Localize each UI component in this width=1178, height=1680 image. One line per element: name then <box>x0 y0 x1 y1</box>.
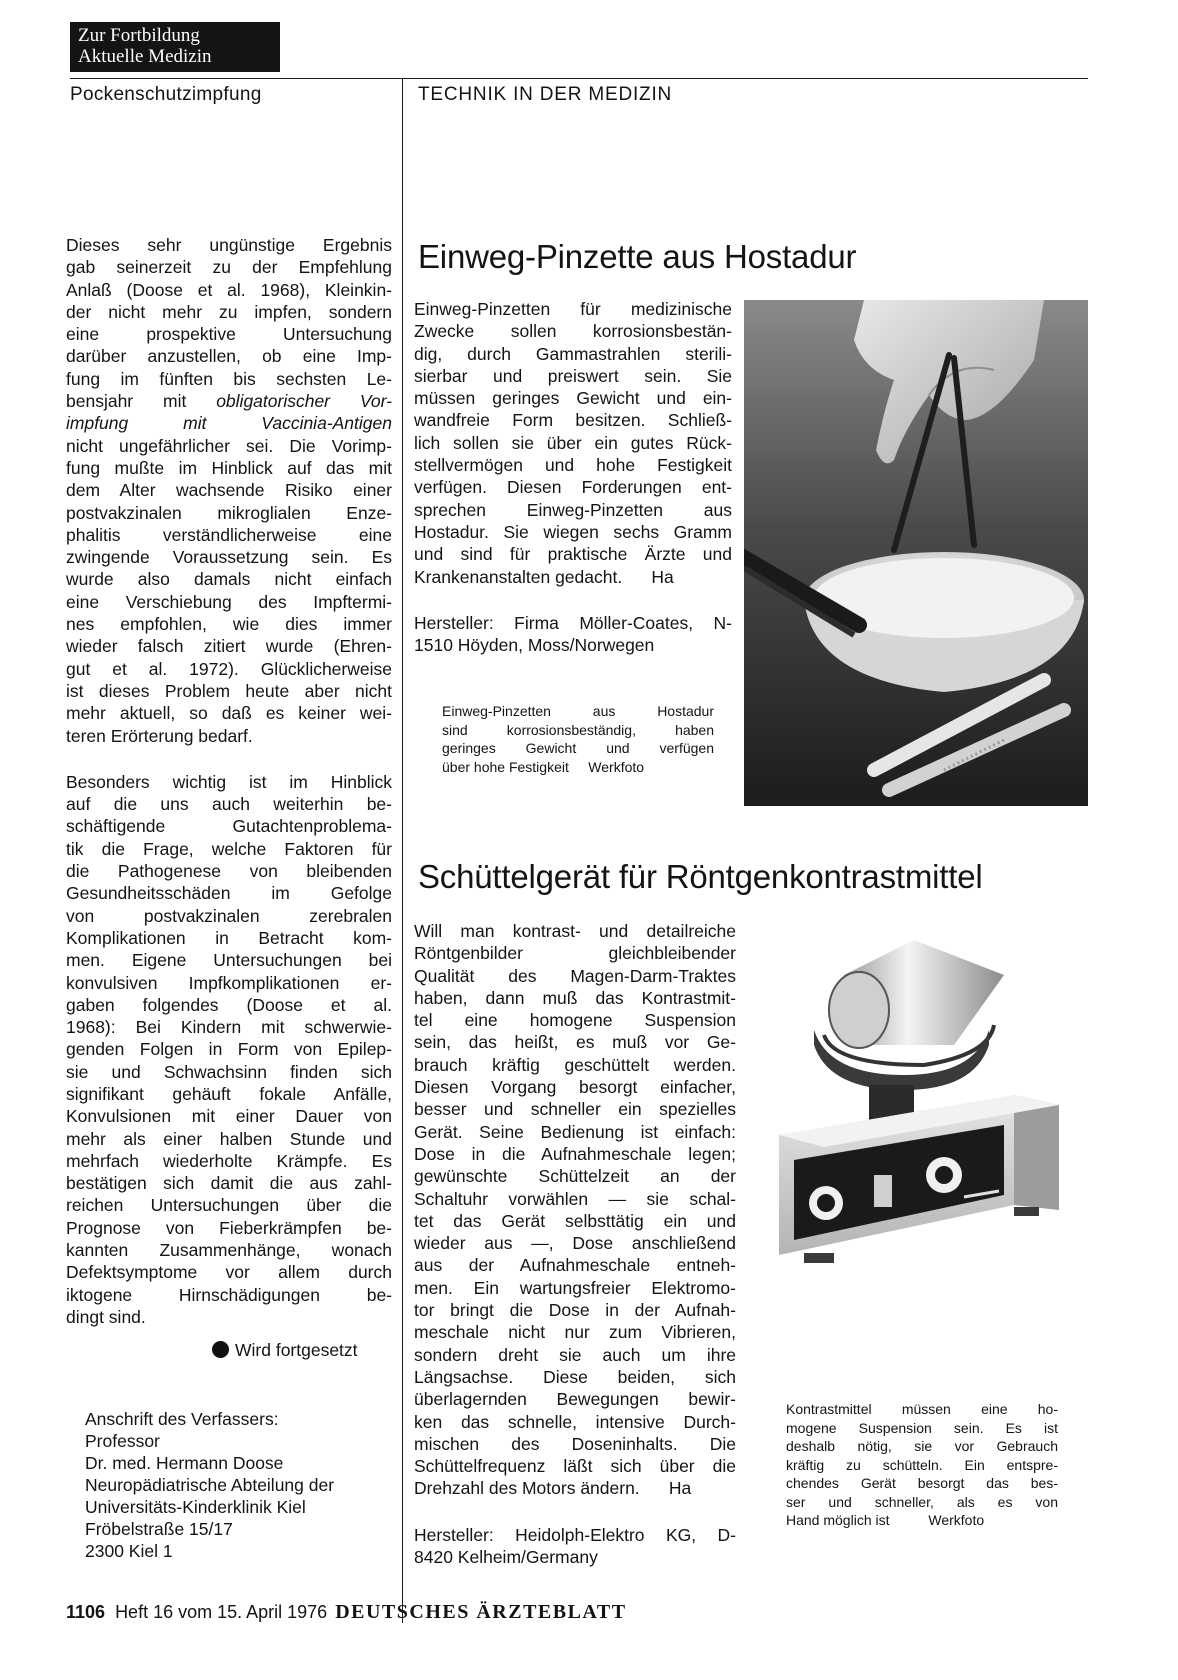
address-line: Dr. med. Hermann Doose <box>85 1453 284 1473</box>
text-line: Kontrastmittel müssen eine ho- <box>786 1401 1058 1417</box>
text-line: der nicht mehr zu impfen, sondern <box>66 301 392 322</box>
text-line: teren Erörterung bedarf. <box>66 725 253 746</box>
text-line: Dieses sehr ungünstige Ergebnis <box>66 235 392 255</box>
text-line: sondern dreht sie auch um ihre <box>414 1344 736 1365</box>
text-line: wurde also damals nicht einfach <box>66 569 392 590</box>
text-line: mischen des Doseninhalts. Die <box>414 1433 736 1454</box>
text-line: mehr aktuell, so daß es keiner wei- <box>66 703 392 724</box>
text-line: gut et al. 1972). Glücklicherweise <box>66 658 392 679</box>
article-2-manufacturer <box>414 1524 736 1569</box>
text-line: nicht ungefährlicher sei. Die Vorimp- <box>66 435 392 456</box>
text-line: genden Folgen in Form von Epilep- <box>66 1039 392 1060</box>
text-line: iktogene Hirnschädigungen be- <box>66 1284 392 1305</box>
tweezers-photo <box>744 300 1088 806</box>
text-line: mehr als einer halben Stunde und <box>66 1128 392 1149</box>
text-line: konvulsiven Impfkomplikationen er- <box>66 972 392 993</box>
badge-line-2: Aktuelle Medizin <box>78 46 212 67</box>
text-line: ser und schneller, als es von <box>786 1493 1058 1510</box>
article-1-caption <box>442 702 714 776</box>
address-line: Fröbelstraße 15/17 <box>85 1519 233 1539</box>
text-line: sierbar und preiswert sein. Sie <box>414 365 732 386</box>
text-line: eine Verschiebung des Impftermi- <box>66 591 392 612</box>
text-line: Defektsymptome vor allem durch <box>66 1262 392 1283</box>
text-line: sprechen Einweg-Pinzetten aus <box>414 499 732 520</box>
emphasis: obligatorischer Vor- <box>216 391 392 412</box>
text-line: phalitis verständlicherweise eine <box>66 524 392 545</box>
text-line: von postvakzinalen zerebralen <box>66 905 392 926</box>
text-line: und sind für praktische Ärzte und <box>414 544 732 565</box>
shaker-device-photo <box>774 935 1068 1295</box>
text-line: Zwecke sollen korrosionsbestän- <box>414 321 732 342</box>
text-line: deshalb nötig, sie vor Gebrauch <box>786 1438 1058 1454</box>
text-line: brauch kräftig geschüttelt werden. <box>414 1054 736 1075</box>
text-line: darüber anzustellen, ob eine Imp- <box>66 346 392 367</box>
text-line: Besonders wichtig ist im Hinblick <box>66 771 392 792</box>
journal-title: DEUTSCHES ÄRZTEBLATT <box>335 1601 627 1623</box>
text-line: fung mußte im Hinblick auf das mit <box>66 457 392 478</box>
text-line: Schüttelfrequenz läßt sich über die <box>414 1456 736 1477</box>
text-line: gaben folgendes (Doose et al. <box>66 994 392 1015</box>
text-line: signifikant gehäuft fokale Anfälle, <box>66 1083 392 1104</box>
text-line: lich sollen sie über ein gutes Rück- <box>414 432 732 453</box>
address-line: Professor <box>85 1431 160 1451</box>
text-line: müssen geringes Gewicht und ein- <box>414 388 732 409</box>
text-line: auf die uns auch weiterhin be- <box>66 794 392 815</box>
address-line: Universitäts-Kinderklinik Kiel <box>85 1497 306 1517</box>
text-line: sie und Schwachsinn finden sich <box>66 1061 392 1082</box>
text-line: men. Ein wartungsfreier Elektromo- <box>414 1277 736 1298</box>
author-address <box>85 1408 385 1562</box>
paragraph-1 <box>66 234 392 747</box>
text-line: Konvulsionen mit einer Dauer von <box>66 1106 392 1127</box>
text-line: sein, das heißt, es muß vor Ge- <box>414 1032 736 1053</box>
text-line: dingt sind. <box>66 1306 146 1327</box>
text-line: meschale nicht nur zum Vibrieren, <box>414 1322 736 1343</box>
text-line: über hohe Festigkeit Werkfoto <box>442 758 645 775</box>
continued-note <box>212 1340 358 1361</box>
text-line: Einweg-Pinzetten für medizinische <box>414 299 732 319</box>
text-line: kräftig zu schütteln. Ein entspre- <box>786 1456 1058 1473</box>
header-rule <box>70 78 1088 79</box>
text-line: überlagernden Bewegungen bewir- <box>414 1389 736 1410</box>
text-line: geringes Gewicht und verfügen <box>442 740 714 756</box>
text-line: Qualität des Magen-Darm-Traktes <box>414 965 736 986</box>
text-line: Hersteller: Firma Möller-Coates, N- <box>414 613 732 633</box>
text-line: chendes Gerät besorgt das bes- <box>786 1475 1058 1491</box>
text-line: aus der Aufnahmeschale entneh- <box>414 1255 736 1276</box>
text-line: gewünschte Schüttelzeit an der <box>414 1166 736 1187</box>
text-line: tik die Frage, welche Faktoren für <box>66 838 392 859</box>
text-line: tor bringt die Dose in der Aufnah- <box>414 1300 736 1321</box>
text-line: Diesen Vorgang besorgt einfacher, <box>414 1077 736 1098</box>
text-line: Längsachse. Diese beiden, sich <box>414 1366 736 1387</box>
text-line: Hersteller: Heidolph-Elektro KG, D- <box>414 1525 736 1545</box>
text-line: wieder falsch zitiert wurde (Ehren- <box>66 636 392 657</box>
text-line <box>66 412 392 434</box>
text-line: Komplikationen in Betracht kom- <box>66 927 392 948</box>
text-line: die Pathogenese von bleibenden <box>66 861 392 882</box>
address-line: 2300 Kiel 1 <box>85 1541 173 1561</box>
text-line: men. Eigene Untersuchungen bei <box>66 950 392 971</box>
address-line: Anschrift des Verfassers: <box>85 1409 279 1429</box>
text-line: Schaltuhr vorwählen — sie schal- <box>414 1188 736 1209</box>
text-line: dig, durch Gammastrahlen sterili- <box>414 343 732 364</box>
text-line: dem Alter wachsende Risiko einer <box>66 480 392 501</box>
column-divider <box>402 78 403 1623</box>
text-line: Anlaß (Doose et al. 1968), Kleinkin- <box>66 279 392 300</box>
article-2-body <box>414 920 736 1500</box>
text-line: stellvermögen und hohe Festigkeit <box>414 455 732 476</box>
text-line: Prognose von Fieberkrämpfen be- <box>66 1217 392 1238</box>
text-line: tet das Gerät selbsttätig ein und <box>414 1210 736 1231</box>
text-line: wieder aus —, Dose anschließend <box>414 1233 736 1254</box>
text-line: bensjahr mit obligatorischer Vor- <box>66 391 392 412</box>
address-line: Neuropädiatrische Abteilung der <box>85 1475 335 1495</box>
section-badge <box>70 22 280 72</box>
text-line: bestätigen sich damit die aus zahl- <box>66 1173 392 1194</box>
bullet-icon <box>212 1341 229 1358</box>
text-line: mehrfach wiederholte Krämpfe. Es <box>66 1150 392 1171</box>
badge-line-1: Zur Fortbildung <box>78 25 200 46</box>
right-section-title: TECHNIK IN DER MEDIZIN <box>418 84 673 105</box>
text-line: verfügen. Diesen Forderungen ent- <box>414 477 732 498</box>
emphasis: impfung mit Vaccinia-Antigen <box>66 413 392 434</box>
text-line: Will man kontrast- und detailreiche <box>414 921 736 941</box>
text-line: Gerät. Seine Bedienung ist einfach: <box>414 1121 736 1142</box>
text-line: eine prospektive Untersuchung <box>66 324 392 345</box>
text-line: Gesundheitsschäden im Gefolge <box>66 883 392 904</box>
text-line: Krankenanstalten gedacht. Ha <box>414 566 674 587</box>
text-line: Röntgenbilder gleichbleibender <box>414 943 736 964</box>
left-section-title: Pockenschutzimpfung <box>70 84 262 105</box>
text-line: 1968): Bei Kindern mit schwerwie- <box>66 1017 392 1038</box>
text-line: gab seinerzeit zu der Empfehlung <box>66 257 392 278</box>
text-line: nes empfohlen, wie dies immer <box>66 614 392 635</box>
text-line: besser und schneller ein spezielles <box>414 1099 736 1120</box>
article-1-body <box>414 298 732 588</box>
article-2-caption <box>786 1400 1058 1530</box>
text-line: Drehzahl des Motors ändern. Ha <box>414 1478 692 1499</box>
text-line: Hand möglich ist Werkfoto <box>786 1512 985 1528</box>
text-line: reichen Untersuchungen über die <box>66 1195 392 1216</box>
text-line: mogene Suspension sein. Es ist <box>786 1419 1058 1436</box>
text-line: sind korrosionsbeständig, haben <box>442 721 714 738</box>
text-line: schäftigende Gutachtenproblema- <box>66 816 392 837</box>
page-footer <box>66 1601 627 1624</box>
text-line: wandfreie Form besitzen. Schließ- <box>414 410 732 431</box>
paragraph-2 <box>66 771 392 1328</box>
text-line: ist dieses Problem heute aber nicht <box>66 680 392 701</box>
issue-info: Heft 16 vom 15. April 1976 <box>115 1602 328 1622</box>
text-line: postvakzinalen mikroglialen Enze- <box>66 502 392 523</box>
page-number: 1106 <box>66 1602 106 1622</box>
article-2-title: Schüttelgerät für Röntgenkontrastmittel <box>418 858 983 895</box>
text-line: 8420 Kelheim/Germany <box>414 1547 598 1568</box>
text-line: kannten Zusammenhänge, wonach <box>66 1240 392 1261</box>
article-1-manufacturer <box>414 612 732 657</box>
left-column-text <box>66 234 392 1328</box>
article-1-title: Einweg-Pinzette aus Hostadur <box>418 238 857 275</box>
continued-label: Wird fortgesetzt <box>235 1340 358 1360</box>
text-line: 1510 Höyden, Moss/Norwegen <box>414 635 655 656</box>
text-line: haben, dann muß das Kontrastmit- <box>414 987 736 1008</box>
text-line: Hostadur. Sie wiegen sechs Gramm <box>414 521 732 542</box>
text-line: fung im fünften bis sechsten Le- <box>66 368 392 389</box>
text-line: Einweg-Pinzetten aus Hostadur <box>442 703 714 719</box>
text-line: tel eine homogene Suspension <box>414 1010 736 1031</box>
text-line: ken das schnelle, intensive Durch- <box>414 1411 736 1432</box>
text-line: zwingende Voraussetzung sein. Es <box>66 547 392 568</box>
text-line: Dose in die Aufnahmeschale legen; <box>414 1143 736 1164</box>
